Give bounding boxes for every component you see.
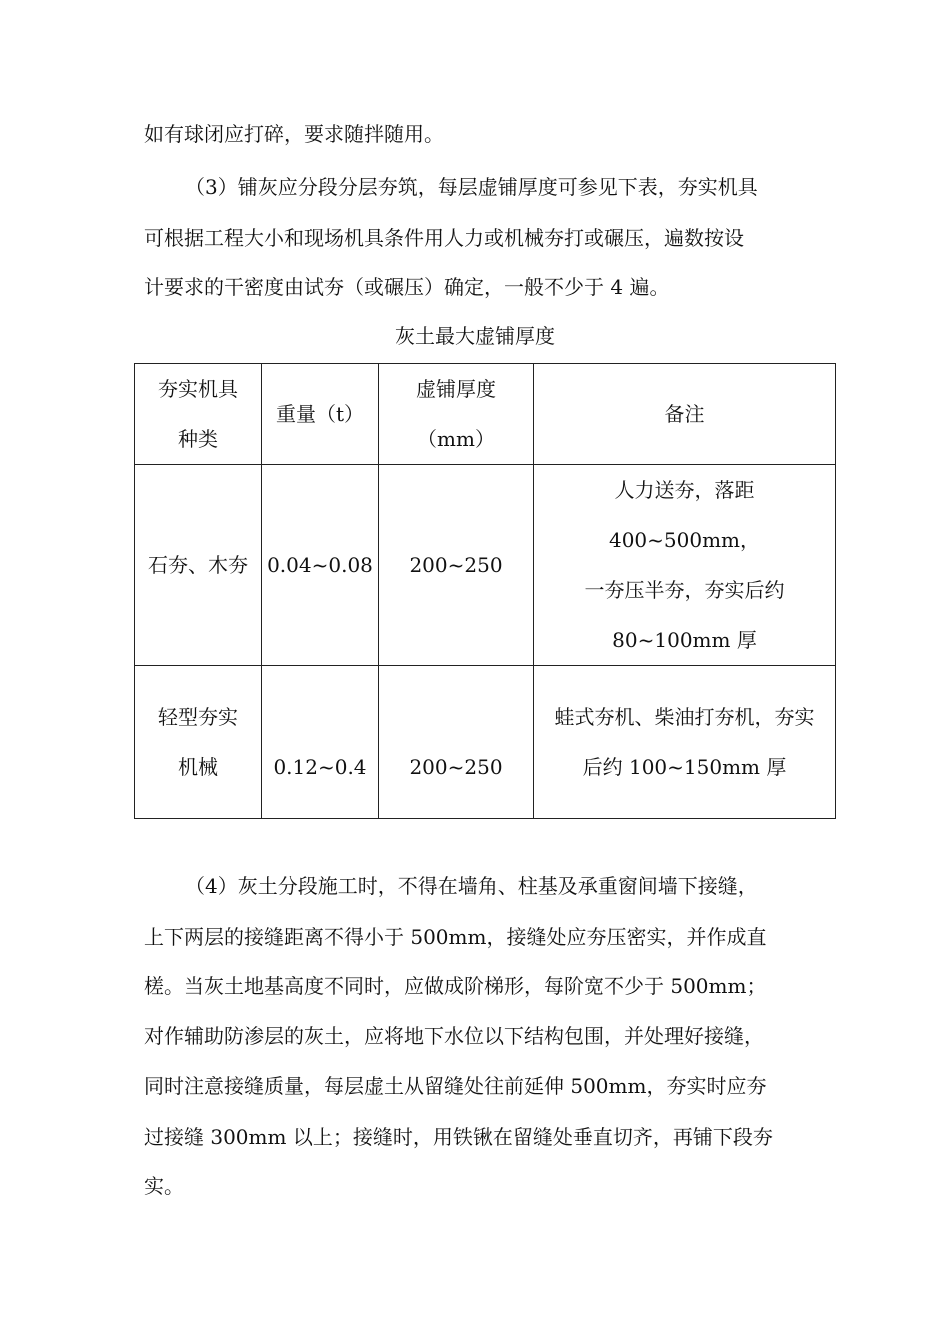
table-header-row	[135, 364, 836, 465]
thickness-table	[134, 363, 836, 819]
cell-remark-line: 一夯压半夯，夯实后约	[584, 578, 785, 602]
intro-line-4: 计要求的干密度由试夯（或碾压）确定，一般不少于 4 遍。	[144, 275, 670, 299]
table-row	[135, 666, 836, 819]
intro-line-3: 可根据工程大小和现场机具条件用人力或机械夯打或碾压，遍数按设	[144, 226, 744, 250]
table-row	[135, 465, 836, 666]
section4-line-2: 上下两层的接缝距离不得小于 500mm，接缝处应夯压密实，并作成直	[144, 925, 767, 949]
section4-line-7: 实。	[144, 1174, 184, 1198]
section4-line-4: 对作辅助防渗层的灰土，应将地下水位以下结构包围，并处理好接缝，	[144, 1024, 764, 1048]
header-type-line: 夯实机具	[158, 377, 238, 401]
cell-thickness: 200~250	[379, 666, 534, 819]
cell-remark-line: 蛙式夯机、柴油打夯机，夯实	[554, 705, 815, 729]
header-remark: 备注	[534, 364, 836, 465]
section4-line-1: （4）灰土分段施工时，不得在墙角、柱基及承重窗间墙下接缝，	[185, 874, 758, 898]
header-thickness: 虚铺厚度（mm）	[379, 364, 534, 465]
header-weight: 重量（t）	[262, 364, 379, 465]
table-caption: 灰土最大虚铺厚度	[395, 324, 555, 348]
cell-weight: 0.04~0.08	[262, 465, 379, 666]
cell-thickness: 200~250	[379, 465, 534, 666]
header-type	[135, 364, 262, 465]
cell-type	[135, 465, 262, 666]
cell-remark-line: 80~100mm 厚	[612, 628, 757, 652]
cell-type	[135, 666, 262, 819]
cell-type-line: 机械	[178, 755, 218, 779]
cell-remark	[534, 666, 836, 819]
section4-line-5: 同时注意接缝质量，每层虚土从留缝处往前延伸 500mm，夯实时应夯	[144, 1074, 767, 1098]
section4-line-3: 槎。当灰土地基高度不同时，应做成阶梯形，每阶宽不少于 500mm；	[144, 974, 767, 998]
cell-type-line: 轻型夯实	[158, 705, 238, 729]
cell-type-line: 石夯、木夯	[148, 553, 248, 577]
intro-line-2: （3）铺灰应分段分层夯筑，每层虚铺厚度可参见下表，夯实机具	[185, 175, 758, 199]
cell-remark-line: 后约 100~150mm 厚	[582, 755, 787, 779]
cell-remark-line: 人力送夯，落距 400~500mm，	[608, 478, 761, 552]
intro-line-1: 如有球闭应打碎，要求随拌随用。	[144, 122, 444, 146]
cell-remark	[534, 465, 836, 666]
section4-line-6: 过接缝 300mm 以上；接缝时，用铁锹在留缝处垂直切齐，再铺下段夯	[144, 1125, 773, 1149]
header-type-line: 种类	[178, 427, 218, 451]
cell-weight: 0.12~0.4	[262, 666, 379, 819]
